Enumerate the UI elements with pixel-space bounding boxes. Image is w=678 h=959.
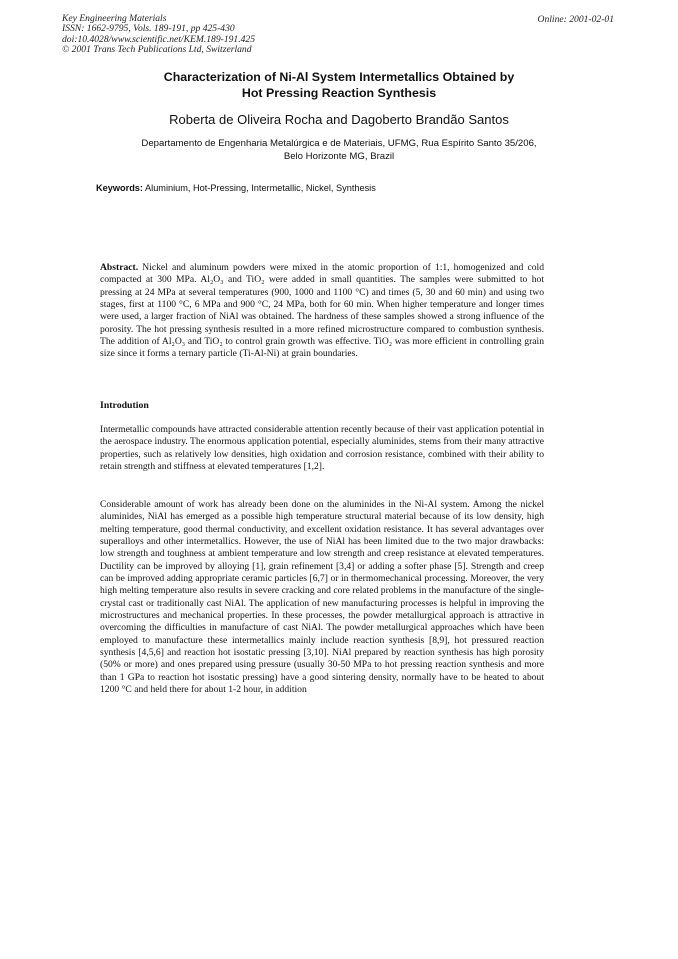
affiliation-line-1: Departamento de Engenharia Metalúrgica e de Materiais, UFMG, Rua Espírito Santo 35/206, bbox=[141, 138, 537, 149]
abstract bbox=[100, 262, 544, 361]
paper-title-line-1: Characterization of Ni-Al System Intermetallics Obtained by bbox=[163, 70, 515, 84]
affiliation bbox=[90, 138, 588, 163]
paper-title bbox=[90, 69, 588, 101]
abstract-text: Nickel and aluminum powders were mixed in the atomic proportion of 1:1, homogenized and cold compacted at 300 MPa. Al₂O₃ and TiO₂ were added in small quantities. The samples were submitted to hot pressing at 24 MPa at several temperatures (900, 1000 and 1100 °C) and times (5, 30 and 60 min) and using two stages, first at 1100 °C, 6 MPa and 900 °C, 24 MPa, both for 60 min. When higher temperature and longer times were used, a larger fraction of NiAl was obtained. The hardness of these samples showed a strong influence of the porosity. The hot pressing synthesis resulted in a more refined microstructure compared to combustion synthesis. The addition of Al₂O₃ and TiO₂ to control grain growth was effective. TiO₂ was more efficient in controlling grain size since it forms a ternary particle (Ti-Al-Ni) at grain boundaries. bbox=[100, 262, 544, 360]
journal-issn: ISSN: 1662-9795, Vols. 189-191, pp 425-430 bbox=[62, 23, 235, 35]
keywords bbox=[96, 183, 586, 193]
section-heading-introduction: Introdution bbox=[100, 400, 149, 411]
introduction-paragraph-1: Intermetallic compounds have attracted considerable attention recently because of their vast application potential in the aerospace industry. The enormous application potential, especially aluminides, stems from their many attractive properties, such as relatively low densities, high oxidation and corrosion resistance, combined with their ability to retain strength and stiffness at elevated temperatures [1,2]. bbox=[100, 424, 544, 473]
affiliation-line-2: Belo Horizonte MG, Brazil bbox=[283, 150, 395, 162]
abstract-label: Abstract. bbox=[100, 262, 139, 273]
online-date: Online: 2001-02-01 bbox=[537, 14, 614, 25]
journal-copyright: © 2001 Trans Tech Publications Ltd, Switzerland bbox=[62, 44, 252, 56]
introduction-paragraph-2: Considerable amount of work has already been done on the aluminides in the Ni-Al system. Among the nickel aluminides, NiAl has emerged as a possible high temperature structural material because of its low density, high melting temperature, good thermal conductivity, and excellent oxidation resistance. It has several advantages over superalloys and other intermetallics. However, the use of NiAl has been limited due to the two major drawbacks: low strength and toughness at ambient temperature and low strength and creep resistance at elevated temperatures. Ductility can be improved by alloying [1], grain refinement [3,4] or adding a softer phase [5]. Strength and creep can be improved adding appropriate ceramic particles [6,7] or in thermomechanical processing. Moreover, the very high melting temperature also results in severe cracking and core related problems in the manufacture of the single-crystal cast or traditionally cast NiAl. The application of new manufacturing processes is helpful in improving the microstructures and mechanical properties. In these processes, the powder metallurgical approach is attractive in overcoming the difficulties in manufacture of cast NiAl. The powder metallurgical approaches which have been employed to manufacture these intermetallics mainly include reaction synthesis [8,9], hot pressured reaction synthesis [4,5,6] and reaction hot isostatic pressing [3,10]. NiAl prepared by reaction synthesis has high porosity (50% or more) and ones prepared using pressure (usually 30-50 MPa to hot pressing reaction synthesis and more than 1 GPa to reaction hot isostatic pressing) have a good sintering density, normally have to be heated to about 1200 °C and held there for about 1-2 hour, in addition bbox=[100, 499, 544, 696]
paper-title-line-2: Hot Pressing Reaction Synthesis bbox=[241, 86, 437, 100]
keywords-text: Aluminium, Hot-Pressing, Intermetallic, Nickel, Synthesis bbox=[145, 183, 376, 193]
journal-doi: doi:10.4028/www.scientific.net/KEM.189-191.425 bbox=[62, 33, 256, 45]
keywords-label: Keywords: bbox=[96, 183, 143, 193]
journal-name: Key Engineering Materials bbox=[62, 13, 167, 24]
journal-header bbox=[62, 14, 255, 56]
paper-authors: Roberta de Oliveira Rocha and Dagoberto Brandão Santos bbox=[169, 112, 509, 127]
